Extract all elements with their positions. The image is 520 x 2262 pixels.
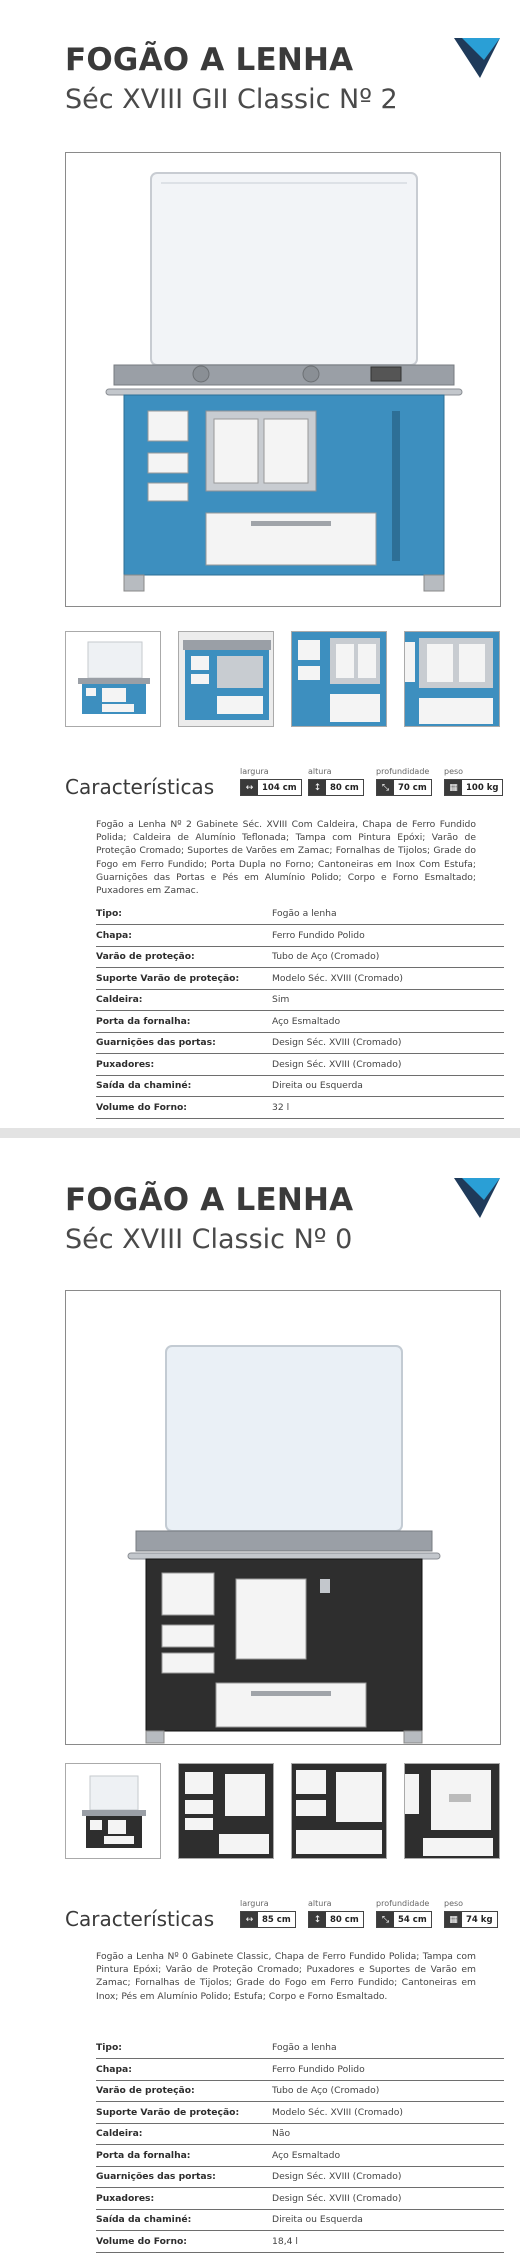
depth-arrows-icon: ⤡	[377, 1912, 394, 1927]
spec-key: Guarnições das portas:	[96, 2166, 272, 2188]
thumbnail-gallery	[65, 631, 501, 727]
spec-key: Guarnições das portas:	[96, 1032, 272, 1054]
dimension-value: 104 cm	[262, 782, 297, 793]
width-arrows-icon: ↔	[241, 780, 258, 795]
table-row	[96, 946, 504, 968]
dimension-label: altura	[308, 767, 332, 776]
spec-key: Puxadores:	[96, 1054, 272, 1076]
spec-table	[96, 903, 504, 1119]
product-description: Fogão a Lenha Nº 2 Gabinete Séc. XVIII Com Caldeira, Chapa de Ferro Fundido Polida; Caldeira de Alumínio Teflonada; Tampa com Pintura Epóxi; Varão de Proteção Cromado; Suportes de Varões em Zamac; Fornalhas de Tijolos; Grade do Fogo em Ferro Fundido; Porta Dupla no Forno; Cantoneiras em Inox Com Estufa; Guarnições das Portas e Pés em Alumínio Polido; Corpo e Forno Esmaltado; Puxadores em Zamac.	[96, 819, 476, 897]
product-subtitle: Séc XVIII Classic Nº 0	[65, 1224, 353, 1255]
table-row	[96, 1097, 504, 1119]
product-subtitle: Séc XVIII GII Classic Nº 2	[65, 84, 398, 115]
main-product-photo[interactable]	[65, 152, 501, 607]
table-row	[96, 2231, 504, 2253]
spec-key: Puxadores:	[96, 2188, 272, 2210]
brand-logo-icon[interactable]	[454, 38, 500, 78]
dimension-value: 74 kg	[466, 1914, 493, 1925]
spec-key: Chapa:	[96, 925, 272, 947]
spec-value: Modelo Séc. XVIII (Cromado)	[272, 968, 504, 990]
dimension-label: profundidade	[376, 767, 430, 776]
spec-table	[96, 2037, 504, 2253]
spec-value: Modelo Séc. XVIII (Cromado)	[272, 2102, 504, 2124]
spec-key: Tipo:	[96, 903, 272, 925]
table-row	[96, 2188, 504, 2210]
thumbnail-2[interactable]	[178, 1763, 274, 1859]
product-title: FOGÃO A LENHA	[65, 42, 354, 78]
spec-value: Ferro Fundido Polido	[272, 2059, 504, 2081]
thumbnail-4[interactable]	[404, 1763, 500, 1859]
spec-key: Volume do Forno:	[96, 2231, 272, 2253]
spec-value: Design Séc. XVIII (Cromado)	[272, 1032, 504, 1054]
table-row	[96, 1054, 504, 1076]
characteristics-heading: Características	[65, 775, 215, 799]
spec-value: Tubo de Aço (Cromado)	[272, 2080, 504, 2102]
thumbnail-3[interactable]	[291, 631, 387, 727]
thumbnail-1[interactable]	[65, 631, 161, 727]
product-description: Fogão a Lenha Nº 0 Gabinete Classic, Chapa de Ferro Fundido Polida; Tampa com Pintura Epóxi; Varão de Proteção Cromado; Puxadores e Suportes de Varão em Zamac; Fornalhas de Tijolos; Grade do Fogo em Ferro Fundido; Cantoneiras em Inox; Pés em Alumínio Polido; Estufa; Corpo e Forno Esmaltado.	[96, 1951, 476, 2002]
spec-value: 32 l	[272, 1097, 504, 1119]
thumbnail-2[interactable]	[178, 631, 274, 727]
dimension-value: 54 cm	[398, 1914, 427, 1925]
dimension-value: 80 cm	[330, 1914, 359, 1925]
dimension-label: altura	[308, 1899, 332, 1908]
spec-key: Saída da chaminé:	[96, 2209, 272, 2231]
width-arrows-icon: ↔	[241, 1912, 258, 1927]
spec-value: Design Séc. XVIII (Cromado)	[272, 2166, 504, 2188]
table-row	[96, 925, 504, 947]
table-row	[96, 968, 504, 990]
spec-key: Saída da chaminé:	[96, 1075, 272, 1097]
spec-key: Volume do Forno:	[96, 1097, 272, 1119]
spec-key: Porta da fornalha:	[96, 1011, 272, 1033]
spec-value: Sim	[272, 989, 504, 1011]
spec-value: Direita ou Esquerda	[272, 1075, 504, 1097]
weight-icon: ▦	[445, 1912, 462, 1927]
spec-key: Caldeira:	[96, 2123, 272, 2145]
dimension-label: peso	[444, 767, 464, 776]
table-row	[96, 2102, 504, 2124]
table-row	[96, 1075, 504, 1097]
spec-value: Fogão a lenha	[272, 903, 504, 925]
thumbnail-gallery	[65, 1763, 501, 1859]
spec-key: Varão de proteção:	[96, 2080, 272, 2102]
dimension-label: largura	[240, 767, 269, 776]
spec-value: Direita ou Esquerda	[272, 2209, 504, 2231]
dimension-label: largura	[240, 1899, 269, 1908]
table-row	[96, 2209, 504, 2231]
height-arrows-icon: ↕	[309, 780, 326, 795]
thumbnail-4[interactable]	[404, 631, 500, 727]
table-row	[96, 2080, 504, 2102]
table-row	[96, 1032, 504, 1054]
spec-value: Não	[272, 2123, 504, 2145]
stove-illustration	[66, 153, 501, 607]
depth-arrows-icon: ⤡	[377, 780, 394, 795]
dimensions-bar	[240, 767, 504, 803]
spec-value: 18,4 l	[272, 2231, 504, 2253]
product-title: FOGÃO A LENHA	[65, 1182, 354, 1218]
thumbnail-1[interactable]	[65, 1763, 161, 1859]
table-row	[96, 2037, 504, 2059]
table-row	[96, 2145, 504, 2167]
spec-key: Chapa:	[96, 2059, 272, 2081]
dimension-value: 100 kg	[466, 782, 499, 793]
spec-value: Design Séc. XVIII (Cromado)	[272, 1054, 504, 1076]
table-row	[96, 2166, 504, 2188]
spec-key: Caldeira:	[96, 989, 272, 1011]
spec-value: Tubo de Aço (Cromado)	[272, 946, 504, 968]
spec-value: Ferro Fundido Polido	[272, 925, 504, 947]
weight-icon: ▦	[445, 780, 462, 795]
spec-value: Aço Esmaltado	[272, 1011, 504, 1033]
spec-key: Suporte Varão de proteção:	[96, 968, 272, 990]
dimension-label: profundidade	[376, 1899, 430, 1908]
brand-logo-icon[interactable]	[454, 1178, 500, 1218]
section-divider	[0, 1128, 520, 1138]
spec-value: Fogão a lenha	[272, 2037, 504, 2059]
table-row	[96, 2059, 504, 2081]
table-row	[96, 1011, 504, 1033]
stove-illustration	[66, 1291, 501, 1745]
table-row	[96, 2123, 504, 2145]
characteristics-heading: Características	[65, 1907, 215, 1931]
spec-key: Varão de proteção:	[96, 946, 272, 968]
main-product-photo[interactable]	[65, 1290, 501, 1745]
table-row	[96, 989, 504, 1011]
table-row	[96, 903, 504, 925]
dimension-value: 80 cm	[330, 782, 359, 793]
dimension-value: 70 cm	[398, 782, 427, 793]
product-section-2	[0, 1140, 520, 2262]
spec-key: Porta da fornalha:	[96, 2145, 272, 2167]
spec-value: Design Séc. XVIII (Cromado)	[272, 2188, 504, 2210]
thumbnail-3[interactable]	[291, 1763, 387, 1859]
product-section-1	[0, 0, 520, 1128]
spec-key: Suporte Varão de proteção:	[96, 2102, 272, 2124]
spec-value: Aço Esmaltado	[272, 2145, 504, 2167]
spec-key: Tipo:	[96, 2037, 272, 2059]
height-arrows-icon: ↕	[309, 1912, 326, 1927]
dimension-label: peso	[444, 1899, 464, 1908]
dimensions-bar	[240, 1899, 504, 1935]
dimension-value: 85 cm	[262, 1914, 291, 1925]
